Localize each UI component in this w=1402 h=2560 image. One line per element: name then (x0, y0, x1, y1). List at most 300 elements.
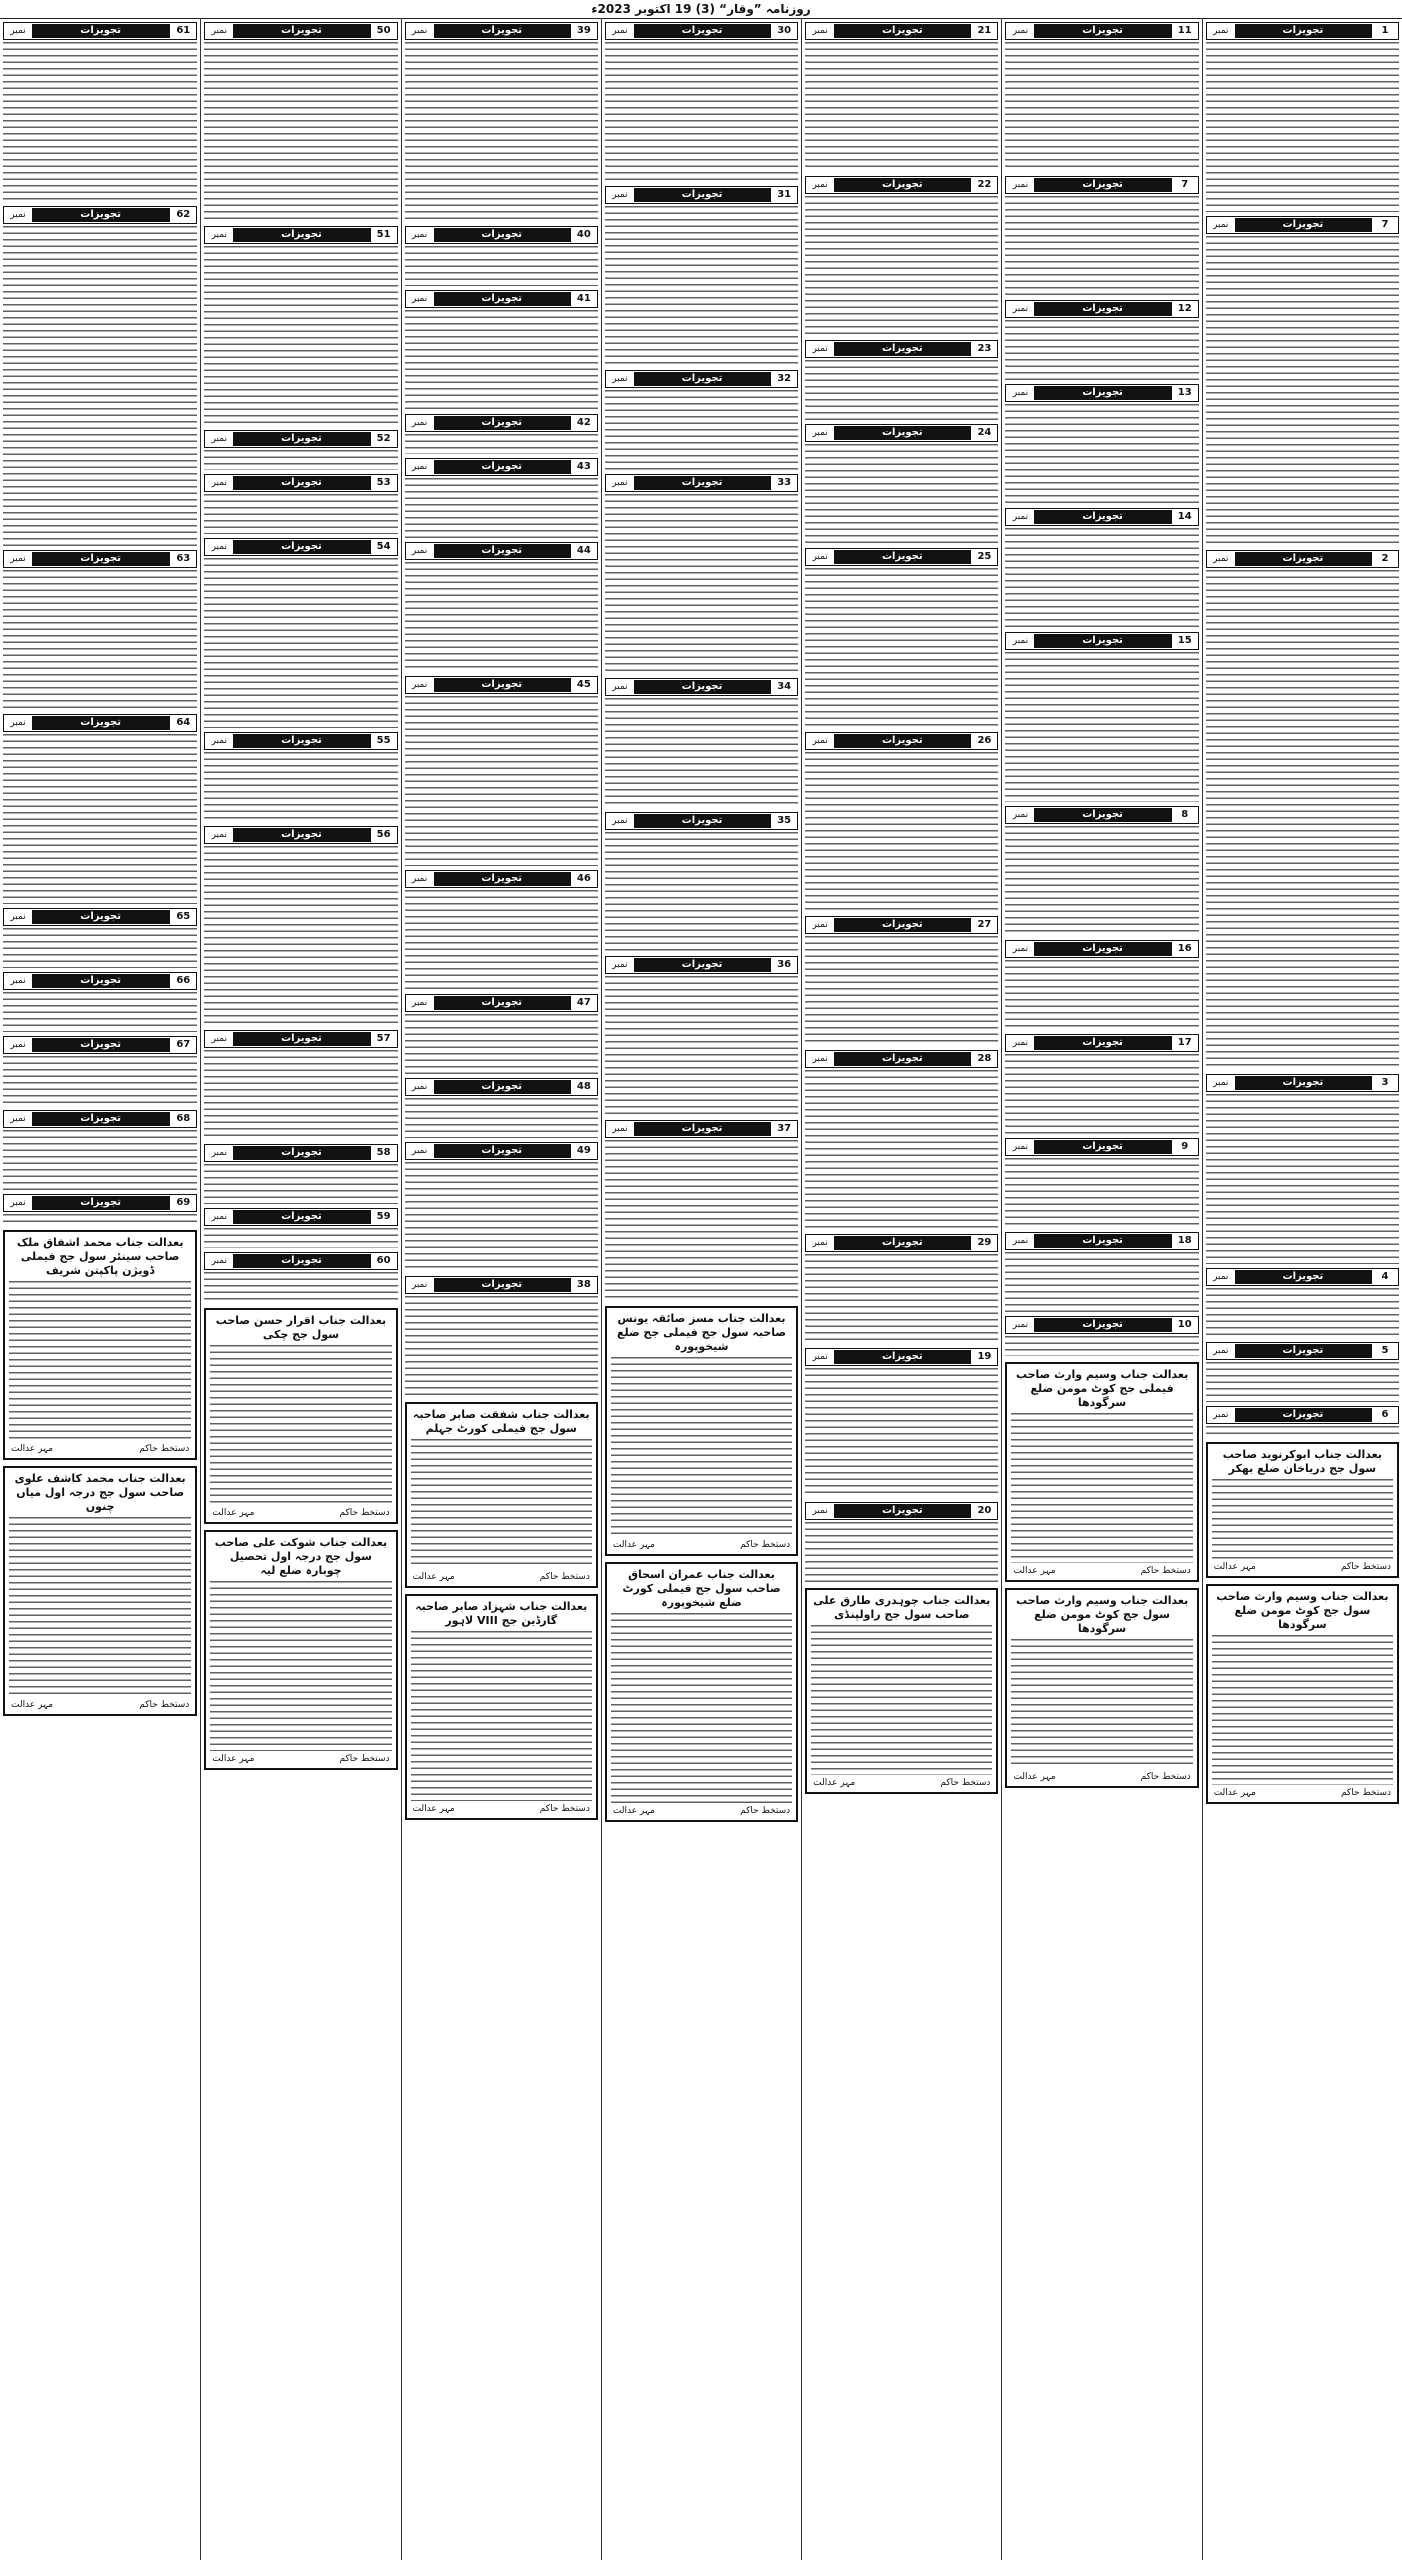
item-tag: نمبر (1012, 1320, 1029, 1330)
column-5 (401, 18, 601, 2560)
item-label: تجویزات (32, 1196, 169, 1210)
item-label: تجویزات (1034, 1234, 1170, 1248)
item-header (405, 414, 598, 432)
item-header (204, 732, 397, 750)
item-header (605, 678, 798, 696)
item-body-text (405, 696, 598, 866)
item-label: تجویزات (32, 208, 169, 222)
item-tag: نمبر (1012, 1038, 1029, 1048)
classified-item (405, 868, 598, 990)
item-number: 19 (970, 1350, 997, 1364)
item-header (805, 548, 998, 566)
classified-item (3, 906, 197, 968)
item-number: 48 (570, 1080, 597, 1094)
item-label: تجویزات (233, 828, 369, 842)
item-label: تجویزات (32, 716, 169, 730)
classified-item (1005, 1136, 1198, 1228)
item-number: 36 (770, 958, 797, 972)
item-body-text (1005, 652, 1198, 802)
court-notice (1005, 1362, 1198, 1582)
court-notice-footer (611, 1540, 792, 1550)
item-label: تجویزات (834, 1350, 970, 1364)
item-body-text (405, 434, 598, 454)
item-label: تجویزات (1235, 1408, 1371, 1422)
classified-item (405, 288, 598, 410)
item-body-text (1005, 1252, 1198, 1312)
item-label: تجویزات (1235, 1344, 1371, 1358)
classified-item (405, 992, 598, 1074)
item-body-text (1005, 1158, 1198, 1228)
item-number: 24 (970, 426, 997, 440)
item-header (405, 1276, 598, 1294)
item-number: 60 (370, 1254, 397, 1268)
item-label: تجویزات (32, 1038, 169, 1052)
classified-item (1206, 1072, 1399, 1264)
court-notice-footer (411, 1804, 592, 1814)
item-body-text (805, 1070, 998, 1230)
classified-item (1206, 1340, 1399, 1402)
court-notice-title: بعدالت جناب شوکت علی صاحب سول جج درجہ اول تحصیل چوبارہ ضلع لیہ (214, 1536, 388, 1577)
item-tag: نمبر (612, 816, 628, 826)
court-notice-footer (9, 1700, 191, 1710)
item-header (405, 994, 598, 1012)
signature-label: دستخط حاکم (740, 1540, 791, 1550)
court-notice-footer (9, 1444, 191, 1454)
item-label: تجویزات (834, 342, 970, 356)
item-tag: نمبر (1012, 1142, 1029, 1152)
court-notice-footer (1212, 1788, 1393, 1798)
item-number: 7 (1371, 218, 1398, 232)
item-body-text (3, 570, 197, 710)
item-label: تجویزات (834, 734, 970, 748)
item-header (1206, 550, 1399, 568)
item-tag: نمبر (812, 736, 828, 746)
item-tag: نمبر (1213, 1410, 1229, 1420)
item-label: تجویزات (634, 372, 770, 386)
item-number: 47 (570, 996, 597, 1010)
item-header (405, 676, 598, 694)
item-label: تجویزات (634, 958, 770, 972)
item-body-text (3, 42, 197, 202)
item-header (605, 1120, 798, 1138)
classified-item (204, 1206, 397, 1248)
item-label: تجویزات (1034, 808, 1170, 822)
item-number: 34 (770, 680, 797, 694)
item-label: تجویزات (834, 1504, 970, 1518)
item-header (3, 206, 197, 224)
item-header (1005, 300, 1198, 318)
item-number: 27 (970, 918, 997, 932)
item-header (1206, 22, 1399, 40)
seal-label: مہر عدالت (1013, 1772, 1056, 1782)
item-number: 50 (370, 24, 397, 38)
item-tag: نمبر (612, 374, 628, 384)
item-tag: نمبر (1213, 1346, 1229, 1356)
classified-item (1005, 174, 1198, 296)
item-tag: نمبر (211, 1256, 227, 1266)
item-body-text (805, 1522, 998, 1582)
item-tag: نمبر (812, 1054, 828, 1064)
item-number: 16 (1171, 942, 1198, 956)
signature-label: دستخط حاکم (139, 1444, 190, 1454)
item-tag: نمبر (1213, 26, 1229, 36)
item-label: تجویزات (1034, 302, 1170, 316)
item-body-text (405, 1296, 598, 1396)
court-notice-title: بعدالت جناب مسز صائقہ یونس صاحبہ سول جج فیملی جج ضلع شیخوپورہ (616, 1312, 787, 1353)
item-header (805, 1234, 998, 1252)
item-tag: نمبر (411, 418, 428, 428)
classified-item (405, 1140, 598, 1272)
item-body-text (605, 494, 798, 674)
signature-label: دستخط حاکم (1140, 1566, 1191, 1576)
item-body-text (1005, 196, 1198, 296)
item-label: تجویزات (434, 292, 570, 306)
court-notice (3, 1230, 197, 1460)
item-header (405, 542, 598, 560)
item-label: تجویزات (634, 24, 770, 38)
item-header (204, 1252, 397, 1270)
item-label: تجویزات (834, 1236, 970, 1250)
item-header (805, 340, 998, 358)
item-body-text (405, 1098, 598, 1138)
item-header (1206, 1074, 1399, 1092)
item-header (204, 1030, 397, 1048)
item-tag: نمبر (211, 230, 227, 240)
item-label: تجویزات (434, 1278, 570, 1292)
item-body-text (605, 206, 798, 366)
item-header (805, 916, 998, 934)
signature-label: دستخط حاکم (740, 1806, 791, 1816)
classified-item (805, 422, 998, 544)
classified-item (1206, 20, 1399, 212)
classified-item (204, 20, 397, 222)
item-body-text (1005, 826, 1198, 936)
item-number: 44 (570, 544, 597, 558)
signature-label: دستخط حاکم (1340, 1788, 1391, 1798)
classified-item (605, 810, 798, 952)
classified-item (1005, 1230, 1198, 1312)
item-number: 25 (970, 550, 997, 564)
item-label: تجویزات (1235, 552, 1371, 566)
item-body-text (1206, 236, 1399, 546)
item-number: 54 (370, 540, 397, 554)
item-header (405, 290, 598, 308)
seal-label: مہر عدالت (11, 1700, 54, 1710)
item-body-text (405, 246, 598, 286)
item-label: تجویزات (1034, 634, 1170, 648)
item-tag: نمبر (812, 1506, 828, 1516)
court-notice (805, 1588, 998, 1794)
item-label: تجویزات (1034, 386, 1170, 400)
court-notice (1206, 1584, 1399, 1804)
item-body-text (605, 976, 798, 1116)
item-tag: نمبر (211, 830, 227, 840)
item-tag: نمبر (812, 1352, 828, 1362)
item-tag: نمبر (812, 1238, 828, 1248)
item-header (204, 22, 397, 40)
item-number: 23 (970, 342, 997, 356)
item-number: 35 (770, 814, 797, 828)
item-header (1005, 806, 1198, 824)
item-header (805, 1502, 998, 1520)
item-number: 51 (370, 228, 397, 242)
item-number: 32 (770, 372, 797, 386)
item-tag: نمبر (211, 1148, 227, 1158)
item-body-text (605, 832, 798, 952)
item-header (3, 22, 197, 40)
item-header (605, 186, 798, 204)
item-tag: نمبر (411, 680, 428, 690)
item-tag: نمبر (612, 960, 628, 970)
court-notice-title: بعدالت جناب عمران اسحاق صاحب سول جج فیملی کورٹ ضلع شیخوپورہ (622, 1568, 781, 1609)
classified-item (805, 730, 998, 912)
classified-item (1005, 1314, 1198, 1356)
court-notice-footer (411, 1572, 592, 1582)
item-label: تجویزات (1235, 1270, 1371, 1284)
item-header (1206, 1406, 1399, 1424)
court-notice (1206, 1442, 1399, 1578)
column-2 (1001, 18, 1201, 2560)
item-label: تجویزات (434, 460, 570, 474)
item-body-text (204, 1164, 397, 1204)
item-tag: نمبر (612, 190, 628, 200)
item-label: تجویزات (434, 544, 570, 558)
item-body-text (1005, 960, 1198, 1030)
item-tag: نمبر (211, 478, 227, 488)
item-tag: نمبر (411, 294, 428, 304)
item-number: 49 (570, 1144, 597, 1158)
item-number: 28 (970, 1052, 997, 1066)
item-tag: نمبر (211, 434, 227, 444)
item-number: 4 (1371, 1270, 1398, 1284)
item-body-text (805, 936, 998, 1046)
classified-item (405, 20, 598, 222)
item-tag: نمبر (612, 478, 628, 488)
item-body-text (405, 1014, 598, 1074)
item-body-text (204, 1050, 397, 1140)
item-body-text (204, 1272, 397, 1302)
court-notice-body (9, 1517, 191, 1697)
item-body-text (3, 1214, 197, 1224)
court-notice-body (1011, 1413, 1192, 1563)
item-tag: نمبر (411, 1146, 428, 1156)
item-body-text (204, 846, 397, 1026)
item-header (605, 474, 798, 492)
item-number: 2 (1371, 552, 1398, 566)
classified-item (405, 224, 598, 286)
item-header (805, 1348, 998, 1366)
classified-item (805, 20, 998, 172)
item-tag: نمبر (1012, 636, 1029, 646)
item-header (204, 226, 397, 244)
item-header (405, 22, 598, 40)
item-number: 42 (570, 416, 597, 430)
court-notice-title: بعدالت جناب شہزاد صابر صاحبہ گارڈین جج VIII لاہور (415, 1600, 588, 1627)
item-tag: نمبر (812, 180, 828, 190)
signature-label: دستخط حاکم (1140, 1772, 1191, 1782)
item-number: 55 (370, 734, 397, 748)
classified-item (805, 1346, 998, 1498)
item-tag: نمبر (411, 546, 428, 556)
seal-label: مہر عدالت (412, 1804, 455, 1814)
item-number: 65 (169, 910, 196, 924)
classified-item (204, 224, 397, 426)
court-notice-title: بعدالت جناب ابوکرنوید صاحب سول جج دریاخان ضلع بھکر (1222, 1448, 1382, 1475)
item-header (1005, 1138, 1198, 1156)
classified-item (3, 970, 197, 1032)
classified-item (1206, 214, 1399, 546)
item-body-text (1206, 1094, 1399, 1264)
item-body-text (805, 752, 998, 912)
item-tag: نمبر (211, 542, 227, 552)
item-body-text (805, 1254, 998, 1344)
item-header (405, 226, 598, 244)
item-header (805, 732, 998, 750)
seal-label: مہر عدالت (11, 1444, 54, 1454)
item-label: تجویزات (233, 24, 369, 38)
item-tag: نمبر (10, 554, 26, 564)
court-notice-title: بعدالت جناب وسیم وارث صاحب سول جج کوٹ مومن ضلع سرگودھا (1216, 1590, 1389, 1631)
item-number: 12 (1171, 302, 1198, 316)
item-body-text (405, 890, 598, 990)
classified-item (3, 1108, 197, 1190)
item-label: تجویزات (834, 550, 970, 564)
seal-label: مہر عدالت (212, 1508, 255, 1518)
item-header (1005, 384, 1198, 402)
item-header (1005, 1034, 1198, 1052)
classified-item (1206, 548, 1399, 1070)
signature-label: دستخط حاکم (339, 1508, 390, 1518)
classified-item (605, 368, 798, 470)
item-number: 15 (1171, 634, 1198, 648)
item-body-text (204, 494, 397, 534)
item-header (1005, 22, 1198, 40)
court-notice-footer (1212, 1562, 1393, 1572)
classified-item (1206, 1266, 1399, 1338)
item-label: تجویزات (634, 680, 770, 694)
item-label: تجویزات (434, 1080, 570, 1094)
item-label: تجویزات (233, 1146, 369, 1160)
item-body-text (1206, 1426, 1399, 1436)
item-header (605, 812, 798, 830)
item-body-text (605, 698, 798, 808)
classified-item (405, 1076, 598, 1138)
item-header (1005, 940, 1198, 958)
item-number: 57 (370, 1032, 397, 1046)
item-header (204, 538, 397, 556)
item-tag: نمبر (211, 1212, 227, 1222)
item-body-text (805, 568, 998, 728)
item-body-text (1005, 1054, 1198, 1134)
classified-item (805, 1048, 998, 1230)
item-tag: نمبر (411, 1280, 428, 1290)
item-tag: نمبر (612, 682, 628, 692)
classified-item (1005, 382, 1198, 504)
item-tag: نمبر (10, 912, 26, 922)
court-notice-title: بعدالت جناب شفقت صابر صاحبہ سول جج فیملی کورٹ جہلم (412, 1408, 590, 1435)
item-tag: نمبر (411, 462, 428, 472)
item-body-text (204, 1228, 397, 1248)
classified-item (1005, 20, 1198, 172)
item-number: 18 (1171, 1234, 1198, 1248)
item-number: 69 (169, 1196, 196, 1210)
item-number: 43 (570, 460, 597, 474)
classified-item (3, 1192, 197, 1224)
item-header (1206, 1268, 1399, 1286)
item-header (1005, 1316, 1198, 1334)
classified-item (605, 20, 798, 182)
classified-item (1005, 298, 1198, 380)
item-body-text (1005, 320, 1198, 380)
signature-label: دستخط حاکم (940, 1778, 991, 1788)
item-number: 8 (1171, 808, 1198, 822)
item-header (605, 956, 798, 974)
item-label: تجویزات (834, 24, 970, 38)
item-header (405, 458, 598, 476)
item-header (605, 22, 798, 40)
item-header (805, 176, 998, 194)
item-tag: نمبر (1012, 512, 1029, 522)
item-label: تجویزات (1235, 24, 1371, 38)
item-body-text (204, 752, 397, 822)
classified-item (805, 1500, 998, 1582)
item-header (204, 1208, 397, 1226)
item-label: تجویزات (233, 432, 369, 446)
signature-label: دستخط حاکم (339, 1754, 390, 1764)
item-number: 52 (370, 432, 397, 446)
classified-item (204, 1142, 397, 1204)
classified-item (1206, 1404, 1399, 1436)
item-body-text (3, 734, 197, 904)
item-tag: نمبر (1012, 810, 1029, 820)
item-header (3, 972, 197, 990)
item-tag: نمبر (812, 344, 828, 354)
item-label: تجویزات (1235, 1076, 1371, 1090)
item-body-text (405, 42, 598, 222)
item-header (3, 908, 197, 926)
item-number: 5 (1371, 1344, 1398, 1358)
item-body-text (1206, 570, 1399, 1070)
classified-item (3, 1034, 197, 1106)
court-notice-body (210, 1345, 391, 1505)
court-notice (1005, 1588, 1198, 1788)
item-tag: نمبر (1213, 220, 1229, 230)
court-notice-body (411, 1439, 592, 1569)
item-tag: نمبر (211, 1034, 227, 1044)
seal-label: مہر عدالت (1213, 1788, 1256, 1798)
item-header (805, 1050, 998, 1068)
item-label: تجویزات (1235, 218, 1371, 232)
item-number: 56 (370, 828, 397, 842)
item-number: 68 (169, 1112, 196, 1126)
classified-item (405, 540, 598, 672)
item-body-text (3, 1130, 197, 1190)
signature-label: دستخط حاکم (539, 1572, 590, 1582)
item-tag: نمبر (812, 428, 828, 438)
item-label: تجویزات (32, 1112, 169, 1126)
item-tag: نمبر (1213, 1272, 1229, 1282)
court-notice-title: بعدالت جناب محمد اشفاق ملک صاحب سینئر سول جج فیملی ڈویژن پاکپتن شریف (16, 1236, 184, 1277)
item-label: تجویزات (32, 24, 169, 38)
item-number: 38 (570, 1278, 597, 1292)
item-header (405, 1142, 598, 1160)
item-tag: نمبر (1012, 304, 1029, 314)
item-body-text (1206, 1362, 1399, 1402)
court-notice-footer (1011, 1772, 1192, 1782)
court-notice-footer (210, 1754, 391, 1764)
item-header (1005, 176, 1198, 194)
item-tag: نمبر (1012, 388, 1029, 398)
